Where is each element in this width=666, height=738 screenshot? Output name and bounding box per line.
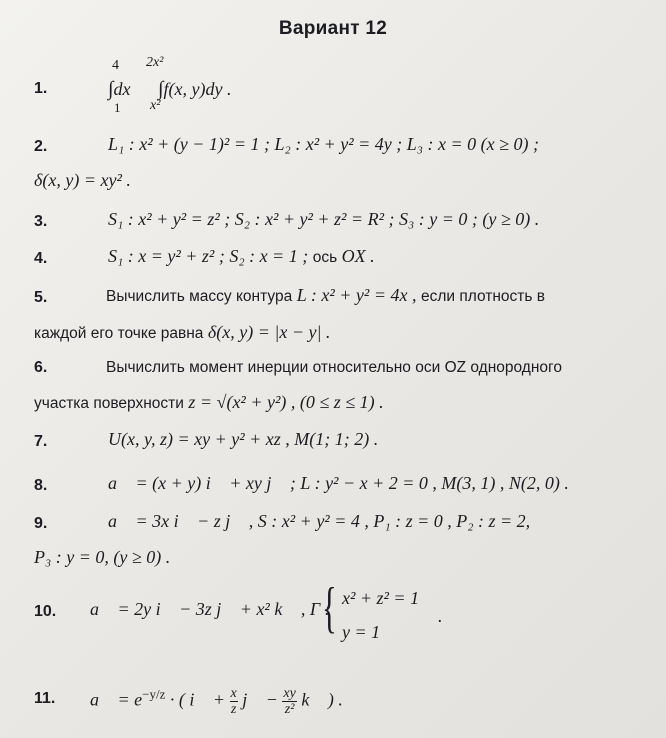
problem-5-line-1 (106, 285, 545, 306)
outer-lower-limit: 1 (114, 100, 121, 115)
problem-4-axis-word: ось (312, 249, 338, 266)
problem-3-surfaces: S₁ : x² + y² = z² ; S₂ : x² + y² + z² = R² ; S₃ : y = 0 ; (y ≥ 0) . (108, 209, 540, 229)
problem-6-number: 6. (34, 359, 48, 376)
problem-5-contour: L : x² + y² = 4x , (296, 285, 417, 305)
page-title: Вариант 12 (278, 18, 388, 39)
fraction-1-denominator: z (230, 702, 237, 717)
problem-11-part-c: j⃗ − (242, 689, 278, 710)
problem-6-line-2 (34, 392, 384, 413)
problem-5-text-3: каждой его точке равна (34, 325, 204, 342)
problem-6-text-1: Вычислить момент инерции относительно оси OZ однородного (106, 359, 562, 376)
problem-11-number: 11. (34, 690, 56, 707)
system-equation-2: y = 1 (342, 622, 381, 642)
problem-8-field: a⃗ = (x + y) i⃗ + xy j⃗ ; L : y² − x + 2 = 0 , M(3, 1) , N(2, 0) . (108, 473, 569, 493)
problem-3-number: 3. (34, 213, 48, 230)
system-brace: { (322, 577, 337, 639)
problem-2-density: δ(x, y) = xy² . (34, 170, 131, 190)
problem-11-exponent: −y/z (142, 686, 166, 702)
problem-11-part-d: k⃗ ) . (301, 689, 343, 710)
outer-integral (108, 78, 130, 101)
problem-9-number: 9. (34, 515, 48, 532)
problem-6-line-1 (106, 356, 562, 377)
integral-sign-2: ∫ (158, 78, 164, 100)
fraction-x-over-z (230, 686, 238, 717)
fraction-1-numerator: x (230, 686, 237, 701)
problem-5-density: δ(x, y) = |x − y| . (207, 322, 331, 342)
problem-11-field (90, 686, 343, 717)
fraction-2-numerator: xy (283, 686, 296, 701)
problem-4-axis: OX . (341, 246, 375, 266)
problem-11-part-b: · ( i⃗ + (169, 689, 226, 710)
problem-10-field: a⃗ = 2y i⃗ − 3z j⃗ + x² k⃗ , Γ : (90, 599, 331, 619)
problem-8-number: 8. (34, 477, 48, 494)
inner-integrand: f(x, y)dy . (163, 79, 232, 99)
problem-1-number: 1. (34, 80, 48, 97)
problem-7-number: 7. (34, 433, 48, 450)
problem-10-period: . (438, 606, 443, 626)
inner-upper-limit: 2x² (146, 55, 164, 70)
problem-6-text-2: участка поверхности (34, 395, 184, 412)
fraction-2-denominator: z² (284, 702, 295, 717)
problem-4-formula: S₁ : x = y² + z² ; S₂ : x = 1 ; (108, 246, 309, 266)
inner-integral (158, 78, 231, 101)
problem-2-curves: L₁ : x² + (y − 1)² = 1 ; L₂ : x² + y² = 4y ; L₃ : x = 0 (x ≥ 0) ; (108, 134, 540, 154)
problem-9-field: a⃗ = 3x i⃗ − z j⃗ , S : x² + y² = 4 , P₁ : z = 0 , P₂ : z = 2, (108, 511, 531, 531)
problem-5-line-2 (34, 322, 330, 343)
problem-5-text-1: Вычислить массу контура (106, 288, 293, 305)
problem-11-lhs: a⃗ = e (90, 689, 143, 710)
inner-lower-limit: x² (150, 98, 161, 113)
problem-5-text-2: если плотность в (420, 288, 545, 305)
integral-sign: ∫ (108, 78, 114, 100)
outer-upper-limit: 4 (112, 58, 119, 73)
system-equation-1: x² + z² = 1 (342, 588, 420, 608)
problem-9-plane: P₃ : y = 0, (y ≥ 0) . (34, 547, 171, 567)
outer-integrand: dx (113, 79, 131, 99)
problem-4-surfaces (108, 246, 375, 267)
problem-2-number: 2. (34, 138, 48, 155)
problem-4-number: 4. (34, 250, 48, 267)
problem-10-number: 10. (34, 603, 57, 620)
problem-7-field: U(x, y, z) = xy + y² + xz , M(1; 1; 2) . (108, 429, 379, 449)
problem-5-number: 5. (34, 289, 48, 306)
problem-6-surface: z = √(x² + y²) , (0 ≤ z ≤ 1) . (188, 392, 384, 412)
fraction-xy-over-z2 (282, 686, 296, 717)
